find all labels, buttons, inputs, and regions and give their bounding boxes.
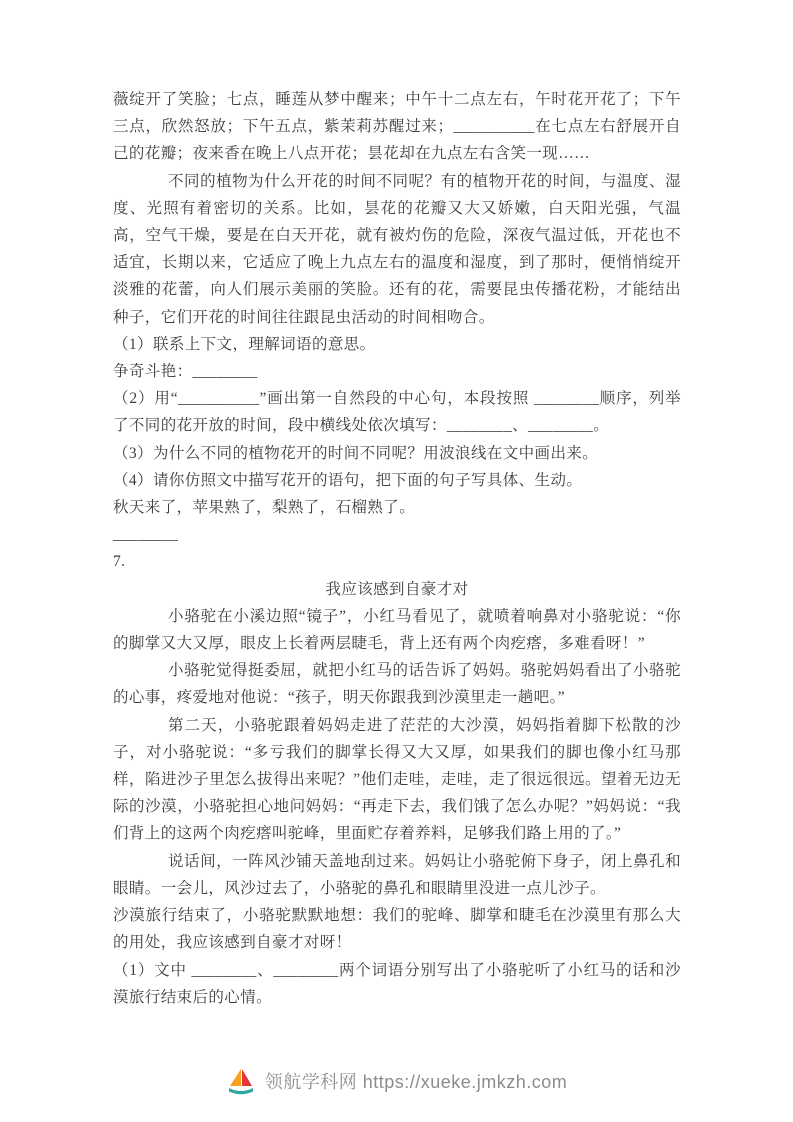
story-paragraph-4: 说话间，一阵风沙铺天盖地刮过来。妈妈让小骆驼俯下身子，闭上鼻孔和眼睛。一会儿，风沙过去了，小骆驼的鼻孔和眼睛里没进一点儿沙子。	[113, 852, 681, 897]
example-sentence: 秋天来了，苹果熟了，梨熟了，石榴熟了。	[113, 499, 416, 517]
story-paragraph-1: 小骆驼在小溪边照“镜子”，小红马看见了，就喷着响鼻对小骆驼说：“你的脚掌又大又厚，眼皮上长着两层睫毛，背上还有两个肉疙瘩，多难看呀！”	[113, 607, 681, 653]
watermark-footer	[0, 1064, 793, 1098]
passage-continuation-line: 薇绽开了笑脸；七点，睡莲从梦中醒来；中午十二点左右，午时花开花了；下午三点，欣然怒放；下午五点，紫茉莉苏醒过来；__________在七点左右舒展开自己的花瓣；夜来香在晚上八点开花；昙花却在九点左右含笑一现……	[113, 91, 681, 163]
watermark-text: 领航学科网 https://xueke.jmkzh.com	[264, 1072, 568, 1092]
question-item-1: （1）联系上下文，理解词语的意思。	[113, 335, 376, 353]
passage-paragraph: 不同的植物为什么开花的时间不同呢？有的植物开花的时间，与温度、湿度、光照有着密切的关系。比如，昙花的花瓣又大又娇嫩，白天阳光强，气温高，空气干燥，要是在白天开花，就有被灼伤的危险，深夜气温过低，开花也不适宜，长期以来，它适应了晚上九点左右的温度和湿度，到了那时，便悄悄绽开淡雅的花蕾，向人们展示美丽的笑脸。还有的花，需要昆虫传播花粉，才能结出种子，它们开花的时间往往跟昆虫活动的时间相吻合。	[113, 172, 681, 326]
document-body	[113, 86, 681, 1011]
question-item-2: （2）用“__________”画出第一自然段的中心句，本段按照 ________顺序，列举了不同的花开放的时间，段中横线处依次填写：________、________。	[113, 390, 681, 435]
passage-title: 我应该感到自豪才对	[325, 580, 469, 598]
question-item-4: （4）请你仿照文中描写花开的语句，把下面的句子写具体、生动。	[113, 471, 583, 489]
section-number: 7.	[113, 553, 126, 571]
answer-blank-line: 争奇斗艳：________	[113, 363, 258, 381]
blank-answer-line: ________	[113, 526, 179, 544]
question-item-3: （3）为什么不同的植物花开的时间不同呢？用波浪线在文中画出来。	[113, 444, 599, 462]
xueke-logo-icon	[226, 1066, 256, 1096]
story-paragraph-3: 第二天，小骆驼跟着妈妈走进了茫茫的大沙漠，妈妈指着脚下松散的沙子，对小骆驼说：“多亏我们的脚掌长得又大又厚，如果我们的脚也像小红马那样，陷进沙子里怎么拔得出来呢？”他们走哇，走哇，走了很远很远。望着无边无际的沙漠，小骆驼担心地问妈妈：“再走下去，我们饿了怎么办呢？”妈妈说：“我们背上的这两个肉疙瘩叫驼峰，里面贮存着养料，足够我们路上用的了。”	[113, 716, 681, 843]
story-paragraph-2: 小骆驼觉得挺委屈，就把小红马的话告诉了妈妈。骆驼妈妈看出了小骆驼的心事，疼爱地对他说：“孩子，明天你跟我到沙漠里走一趟吧。”	[113, 662, 681, 707]
story-paragraph-5: 沙漠旅行结束了，小骆驼默默地想：我们的驼峰、脚掌和睫毛在沙漠里有那么大的用处，我应该感到自豪才对呀！	[113, 907, 681, 952]
question-item-5: （1）文中 ________、________两个词语分别写出了小骆驼听了小红马的话和沙漠旅行结束后的心情。	[113, 961, 681, 1006]
